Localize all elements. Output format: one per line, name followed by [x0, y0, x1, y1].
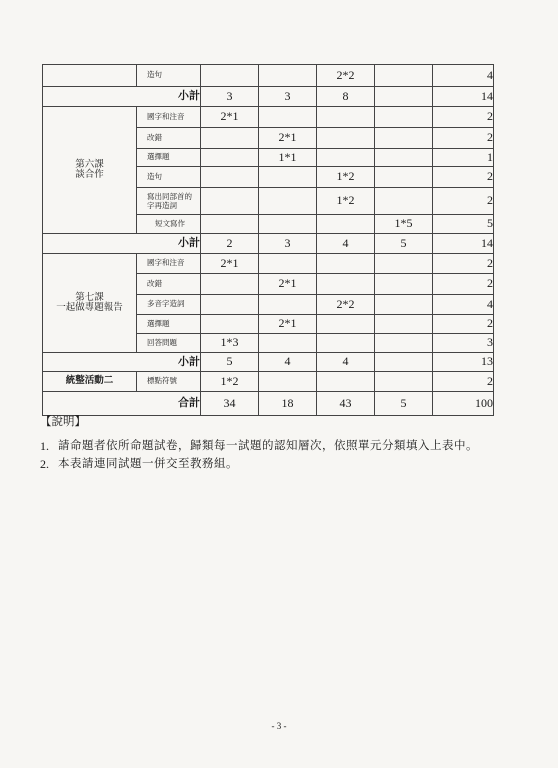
- value-cell: 43: [317, 392, 375, 416]
- value-cell: [375, 128, 433, 149]
- value-cell: [317, 215, 375, 234]
- row-total-cell: 2: [433, 372, 494, 392]
- value-cell: [375, 188, 433, 215]
- note-text: 本表請連同試題一併交至教務組。: [58, 456, 238, 470]
- value-cell: [375, 315, 433, 334]
- value-cell: 3: [201, 87, 259, 107]
- value-cell: [259, 215, 317, 234]
- value-cell: [317, 274, 375, 295]
- value-cell: [317, 107, 375, 128]
- value-cell: 8: [317, 87, 375, 107]
- row-total-cell: 14: [433, 87, 494, 107]
- value-cell: 1*1: [259, 149, 317, 167]
- value-cell: [259, 188, 317, 215]
- value-cell: [201, 295, 259, 315]
- item-cell: 寫出同部首的 字再造詞: [137, 188, 201, 215]
- value-cell: [201, 149, 259, 167]
- value-cell: [317, 334, 375, 353]
- note-text: 請命題者依所命題試卷，歸類每一試題的認知層次，依照單元分類填入上表中。: [58, 438, 478, 452]
- value-cell: [375, 295, 433, 315]
- value-cell: 3: [259, 87, 317, 107]
- value-cell: [201, 188, 259, 215]
- value-cell: [375, 353, 433, 372]
- item-cell: 標點符號: [137, 372, 201, 392]
- value-cell: [375, 334, 433, 353]
- value-cell: 2: [201, 234, 259, 254]
- item-cell: 改錯: [137, 128, 201, 149]
- value-cell: [317, 315, 375, 334]
- item-cell: 造句: [137, 167, 201, 188]
- value-cell: [201, 65, 259, 87]
- value-cell: 1*2: [201, 372, 259, 392]
- item-cell: 國字和注音: [137, 107, 201, 128]
- value-cell: [375, 274, 433, 295]
- value-cell: 1*2: [317, 188, 375, 215]
- value-cell: [317, 149, 375, 167]
- value-cell: [317, 128, 375, 149]
- value-cell: 4: [317, 234, 375, 254]
- notes-section: [40, 413, 510, 475]
- value-cell: [259, 65, 317, 87]
- item-cell: 回答問題: [137, 334, 201, 353]
- item-cell: 國字和注音: [137, 254, 201, 274]
- value-cell: [259, 372, 317, 392]
- subtotal-row: [43, 353, 494, 372]
- value-cell: [201, 315, 259, 334]
- subtotal-row: [43, 234, 494, 254]
- value-cell: [317, 254, 375, 274]
- value-cell: [201, 215, 259, 234]
- notes-title: 【說明】: [40, 414, 86, 428]
- row-total-cell: 13: [433, 353, 494, 372]
- value-cell: 2*1: [259, 315, 317, 334]
- grand-total-row: [43, 392, 494, 416]
- value-cell: [201, 274, 259, 295]
- row-total-cell: 2: [433, 107, 494, 128]
- exam-analysis-table: [42, 64, 494, 416]
- value-cell: 18: [259, 392, 317, 416]
- unit-lesson-6: 第六課 談合作: [43, 107, 137, 234]
- value-cell: 4: [259, 353, 317, 372]
- row-total-cell: 4: [433, 65, 494, 87]
- table-row: [43, 107, 494, 128]
- value-cell: [375, 107, 433, 128]
- row-total-cell: 4: [433, 295, 494, 315]
- value-cell: [259, 254, 317, 274]
- subtotal-label: 小計: [43, 353, 201, 372]
- value-cell: 5: [375, 392, 433, 416]
- value-cell: 5: [375, 234, 433, 254]
- value-cell: 2*2: [317, 295, 375, 315]
- note-item: [40, 439, 510, 454]
- row-total-cell: 2: [433, 167, 494, 188]
- value-cell: 2*1: [259, 274, 317, 295]
- row-total-cell: 2: [433, 128, 494, 149]
- value-cell: 5: [201, 353, 259, 372]
- table-row: [43, 254, 494, 274]
- value-cell: [375, 87, 433, 107]
- value-cell: [375, 65, 433, 87]
- value-cell: 1*5: [375, 215, 433, 234]
- value-cell: [259, 334, 317, 353]
- value-cell: [201, 128, 259, 149]
- value-cell: 3: [259, 234, 317, 254]
- value-cell: [375, 372, 433, 392]
- unit-lesson-7: 第七課 一起做專題報告: [43, 254, 137, 353]
- value-cell: 1*2: [317, 167, 375, 188]
- item-cell: 造句: [137, 65, 201, 87]
- value-cell: [259, 295, 317, 315]
- item-cell: 選擇題: [137, 315, 201, 334]
- item-cell: 短文寫作: [137, 215, 201, 234]
- value-cell: 2*1: [259, 128, 317, 149]
- note-number: 1.: [40, 439, 49, 453]
- note-item: [40, 457, 510, 472]
- value-cell: 2*1: [201, 107, 259, 128]
- value-cell: [201, 167, 259, 188]
- item-cell: 改錯: [137, 274, 201, 295]
- subtotal-label: 小計: [43, 87, 201, 107]
- row-total-cell: 2: [433, 315, 494, 334]
- row-total-cell: 2: [433, 188, 494, 215]
- note-number: 2.: [40, 457, 49, 471]
- subtotal-row: [43, 87, 494, 107]
- value-cell: 2*1: [201, 254, 259, 274]
- value-cell: 4: [317, 353, 375, 372]
- unit-review-2: 統整活動二: [43, 372, 137, 392]
- row-total-cell: 5: [433, 215, 494, 234]
- grand-total-label: 合計: [43, 392, 201, 416]
- row-total-cell: 14: [433, 234, 494, 254]
- row-total-cell: 2: [433, 254, 494, 274]
- value-cell: 34: [201, 392, 259, 416]
- grand-total-value: 100: [433, 392, 494, 416]
- table-row: [43, 65, 494, 87]
- value-cell: 1*3: [201, 334, 259, 353]
- table-row: [43, 372, 494, 392]
- row-total-cell: 2: [433, 274, 494, 295]
- value-cell: [375, 149, 433, 167]
- value-cell: [259, 167, 317, 188]
- row-total-cell: 1: [433, 149, 494, 167]
- item-cell: 多音字造詞: [137, 295, 201, 315]
- unit-cell: [43, 65, 137, 87]
- value-cell: [259, 107, 317, 128]
- value-cell: [317, 372, 375, 392]
- subtotal-label: 小計: [43, 234, 201, 254]
- row-total-cell: 3: [433, 334, 494, 353]
- page-number: - 3 -: [271, 721, 287, 731]
- value-cell: 2*2: [317, 65, 375, 87]
- item-cell: 選擇題: [137, 149, 201, 167]
- value-cell: [375, 254, 433, 274]
- value-cell: [375, 167, 433, 188]
